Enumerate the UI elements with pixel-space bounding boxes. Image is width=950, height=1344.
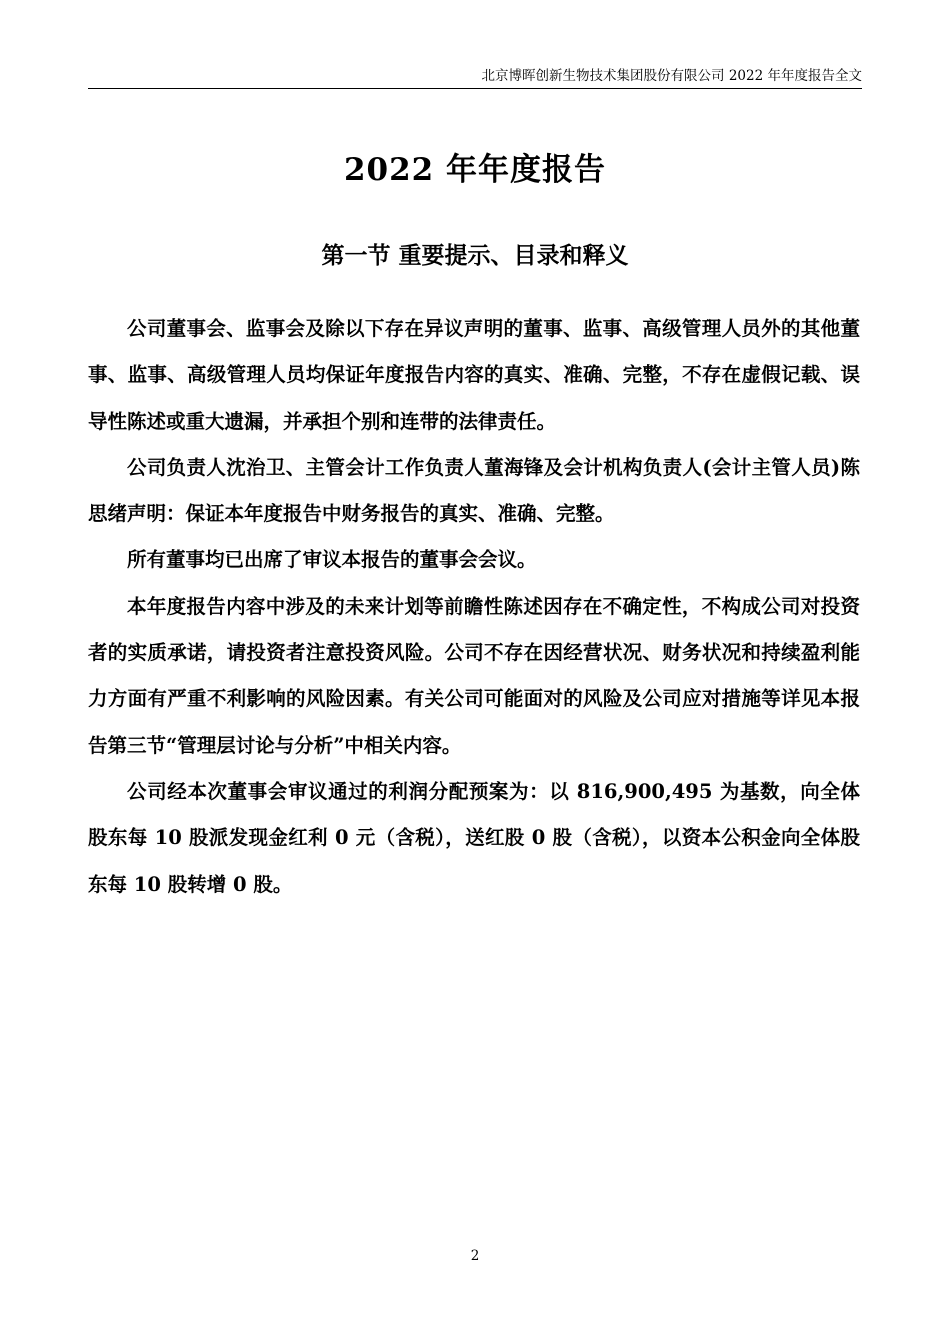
section-heading: 第一节 重要提示、目录和释义 [321, 242, 629, 269]
paragraph-accuracy-statement: 公司董事会、监事会及除以下存在异议声明的董事、监事、高级管理人员外的其他董事、监事、高级管理人员均保证年度报告内容的真实、准确、完整，不存在虚假记载、误导性陈述或重大遗漏，并承担个别和连带的法律责任。 [88, 317, 860, 433]
paragraph-board-attendance: 所有董事均已出席了审议本报告的董事会会议。 [127, 548, 537, 572]
document-title: 2022 年年度报告 [343, 152, 607, 188]
running-header [88, 66, 862, 89]
paragraph-profit-distribution: 公司经本次董事会审议通过的利润分配预案为：以 816,900,495 为基数，向全体股东每 10 股派发现金红利 0 元（含税），送红股 0 股（含税），以资本公积金向全体股东每 10 股转增 0 股。 [88, 779, 860, 896]
paragraph-responsible-persons: 公司负责人沈治卫、主管会计工作负责人董海锋及会计机构负责人(会计主管人员)陈思绪声明：保证本年度报告中财务报告的真实、准确、完整。 [88, 455, 861, 526]
body-text [88, 306, 860, 908]
page-number: 2 [470, 1248, 480, 1264]
running-header-text: 北京博晖创新生物技术集团股份有限公司 2022 年年度报告全文 [481, 68, 862, 84]
paragraph-forward-looking-risk: 本年度报告内容中涉及的未来计划等前瞻性陈述因存在不确定性，不构成公司对投资者的实质承诺，请投资者注意投资风险。公司不存在因经营状况、财务状况和持续盈利能力方面有严重不利影响的风险因素。有关公司可能面对的风险及公司应对措施等详见本报告第三节“管理层讨论与分析”中相关内容。 [88, 594, 860, 757]
